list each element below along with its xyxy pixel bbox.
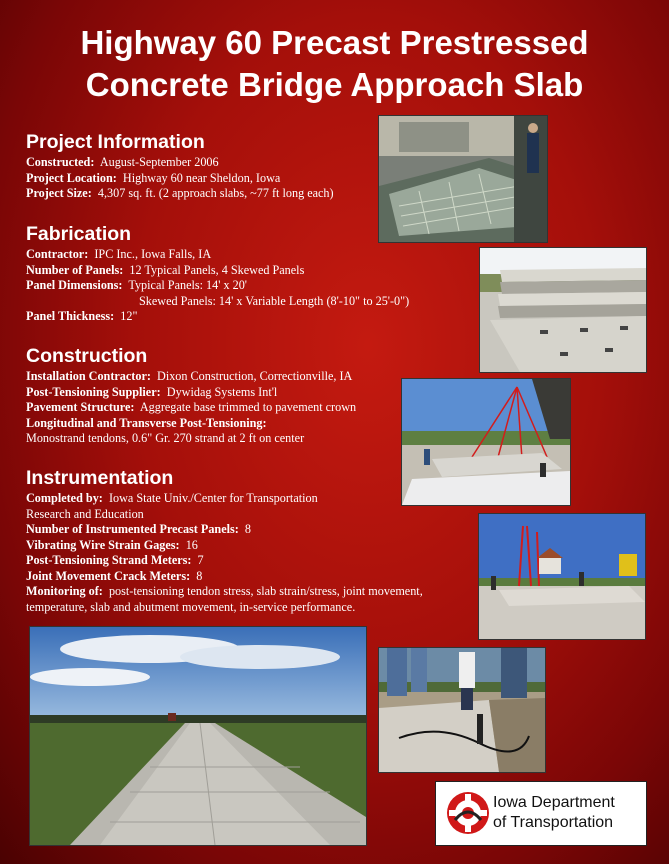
construction-heading: Construction xyxy=(26,345,148,367)
iowa-dot-logo-text xyxy=(493,793,615,833)
size-line: Project Size: 4,307 sq. ft. (2 approach slabs, ~77 ft long each) xyxy=(26,186,334,200)
thickness-line: Panel Thickness: 12" xyxy=(26,309,138,323)
completed-line-2: Research and Education xyxy=(26,506,144,521)
fabrication-section xyxy=(26,223,409,325)
logo-line-2: of Transportation xyxy=(493,814,614,831)
title-line-1: Highway 60 Precast Prestressed xyxy=(80,24,589,61)
pt-supplier-line: Post-Tensioning Supplier: Dywidag Systems Int'l xyxy=(26,384,278,399)
instrumentation-heading: Instrumentation xyxy=(26,467,174,489)
project-information-section xyxy=(26,131,334,202)
stacked-panels-photo xyxy=(479,247,647,373)
pavement-line: Pavement Structure: Aggregate base trimmed to pavement crown xyxy=(26,400,357,414)
site-overview-photo xyxy=(478,513,646,640)
monitoring-line-2: temperature, slab and abutment movement, in-service performance. xyxy=(26,599,356,614)
instrumentation-section xyxy=(26,467,423,615)
panels-line: Number of Panels: 12 Typical Panels, 4 Skewed Panels xyxy=(26,262,305,277)
poster-title xyxy=(0,22,669,106)
dimensions-line-2: Skewed Panels: 14' x Variable Length (8'-10" to 25'-0") xyxy=(139,293,410,308)
crane-placement-photo xyxy=(401,378,571,506)
strand-meters-line: Post-Tensioning Strand Meters: 7 xyxy=(26,553,204,567)
installer-line: Installation Contractor: Dixon Construction, Correctionville, IA xyxy=(26,369,353,383)
construction-section xyxy=(26,345,356,447)
iowa-dot-logo-mark-icon xyxy=(445,790,491,836)
contractor-line: Contractor: IPC Inc., Iowa Falls, IA xyxy=(26,247,212,261)
post-tensioning-value: Monostrand tendons, 0.6" Gr. 270 strand at 2 ft on center xyxy=(26,431,305,445)
strain-gages-line: Vibrating Wire Strain Gages: 16 xyxy=(26,537,198,552)
dimensions-line: Panel Dimensions: Typical Panels: 14' x 20' xyxy=(26,278,247,292)
instrumented-panels-line: Number of Instrumented Precast Panels: 8 xyxy=(26,522,251,536)
iowa-dot-logo xyxy=(435,781,647,846)
project-information-heading: Project Information xyxy=(26,131,205,153)
logo-line-1: Iowa Department xyxy=(493,794,615,811)
constructed-line: Constructed: August-September 2006 xyxy=(26,155,219,169)
finished-roadway-photo xyxy=(29,626,367,846)
title-line-2: Concrete Bridge Approach Slab xyxy=(85,66,584,103)
fabrication-heading: Fabrication xyxy=(26,223,132,245)
post-tensioning-line: Longitudinal and Transverse Post-Tensioning: xyxy=(26,415,267,430)
instrumentation-photo xyxy=(378,647,546,773)
fabrication-photo xyxy=(378,115,548,243)
monitoring-line: Monitoring of: post-tensioning tendon stress, slab strain/stress, joint movement, xyxy=(26,584,423,598)
location-line: Project Location: Highway 60 near Sheldon, Iowa xyxy=(26,170,281,185)
completed-line: Completed by: Iowa State Univ./Center for Transportation xyxy=(26,491,318,505)
crack-meters-line: Joint Movement Crack Meters: 8 xyxy=(26,568,203,583)
